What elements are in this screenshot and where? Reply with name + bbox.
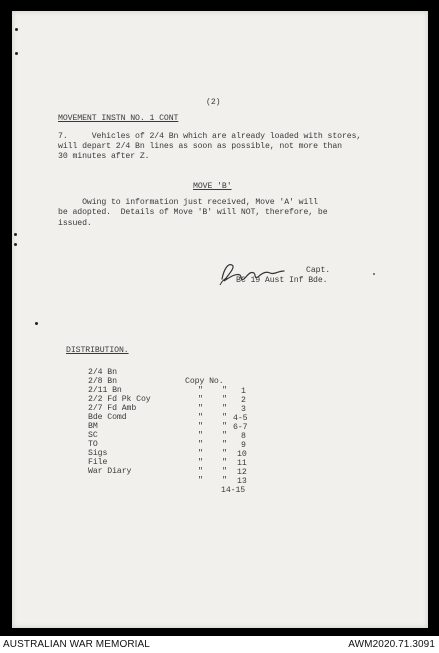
distribution-number: 8 xyxy=(241,431,246,441)
distribution-number: 6-7 xyxy=(233,422,248,432)
distribution-number: 3 xyxy=(241,404,246,414)
distribution-copy: " " xyxy=(198,422,227,431)
distribution-number: 13 xyxy=(237,476,247,486)
distribution-copy: " " xyxy=(198,404,227,413)
ink-dot xyxy=(373,273,375,275)
move-b-heading: MOVE 'B' xyxy=(193,182,232,191)
distribution-copy: " " xyxy=(198,395,227,404)
page-number: (2) xyxy=(206,98,221,107)
distribution-unit: Bde Comd xyxy=(88,412,127,422)
move-b-text-line-1: Owing to information just received, Move 'A' will xyxy=(58,198,318,207)
archive-footer xyxy=(0,636,439,653)
move-b-text-line-2: be adopted. Details of Move 'B' will NOT, therefore, be xyxy=(58,208,328,217)
move-b-text-line-3: issued. xyxy=(58,219,92,228)
distribution-copy: " " xyxy=(198,431,227,440)
distribution-number: 10 xyxy=(237,449,247,459)
punch-hole-top-2 xyxy=(15,52,18,55)
distribution-list xyxy=(88,358,388,495)
distribution-heading: DISTRIBUTION. xyxy=(66,346,129,355)
distribution-unit: 2/11 Bn xyxy=(88,385,122,395)
footer-institution: AUSTRALIAN WAR MEMORIAL xyxy=(3,639,150,650)
punch-hole-mid-1 xyxy=(14,233,17,236)
distribution-number: 9 xyxy=(241,440,246,450)
punch-hole-mid-2 xyxy=(14,243,17,246)
distribution-unit: 2/7 Fd Amb xyxy=(88,403,137,413)
signature-title: Capt. xyxy=(306,266,331,275)
punch-hole-mid-3 xyxy=(35,322,38,325)
distribution-unit: SC xyxy=(88,430,98,440)
distribution-number: 14-15 xyxy=(221,485,246,495)
punch-hole-top-1 xyxy=(15,28,18,31)
distribution-copy: " " xyxy=(198,467,227,476)
distribution-copy: " " xyxy=(198,458,227,467)
distribution-unit: 2/2 Fd Pk Coy xyxy=(88,394,151,404)
distribution-unit: Sigs xyxy=(88,448,108,458)
distribution-copy: " " xyxy=(198,476,227,485)
distribution-unit: 2/4 Bn xyxy=(88,367,117,377)
signature-unit: BC 19 Aust Inf Bde. xyxy=(236,276,328,285)
distribution-number: 2 xyxy=(241,395,246,405)
distribution-number: 1 xyxy=(241,386,246,396)
distribution-copy: " " xyxy=(198,413,227,422)
distribution-unit: BM xyxy=(88,421,98,431)
paragraph-7-line-3: 30 minutes after Z. xyxy=(58,152,150,161)
distribution-copy: " " xyxy=(198,440,227,449)
distribution-number: 12 xyxy=(237,467,247,477)
paragraph-7-line-1: 7. Vehicles of 2/4 Bn which are already loaded with stores, xyxy=(58,132,362,141)
distribution-unit: War Diary xyxy=(88,466,132,476)
distribution-copy: " " xyxy=(198,449,227,458)
paragraph-7-line-2: will depart 2/4 Bn lines as soon as possible, not more than xyxy=(58,142,342,151)
distribution-unit: TO xyxy=(88,439,98,449)
distribution-copy: Copy No. xyxy=(185,377,224,386)
document-heading: MOVEMENT INSTN NO. 1 CONT xyxy=(58,114,179,123)
distribution-number: 4-5 xyxy=(233,413,248,423)
distribution-unit: File xyxy=(88,457,108,467)
distribution-unit: 2/8 Bn xyxy=(88,376,117,386)
distribution-copy: " " xyxy=(198,386,227,395)
distribution-number: 11 xyxy=(237,458,247,468)
footer-accession-number: AWM2020.71.3091 xyxy=(348,639,435,650)
